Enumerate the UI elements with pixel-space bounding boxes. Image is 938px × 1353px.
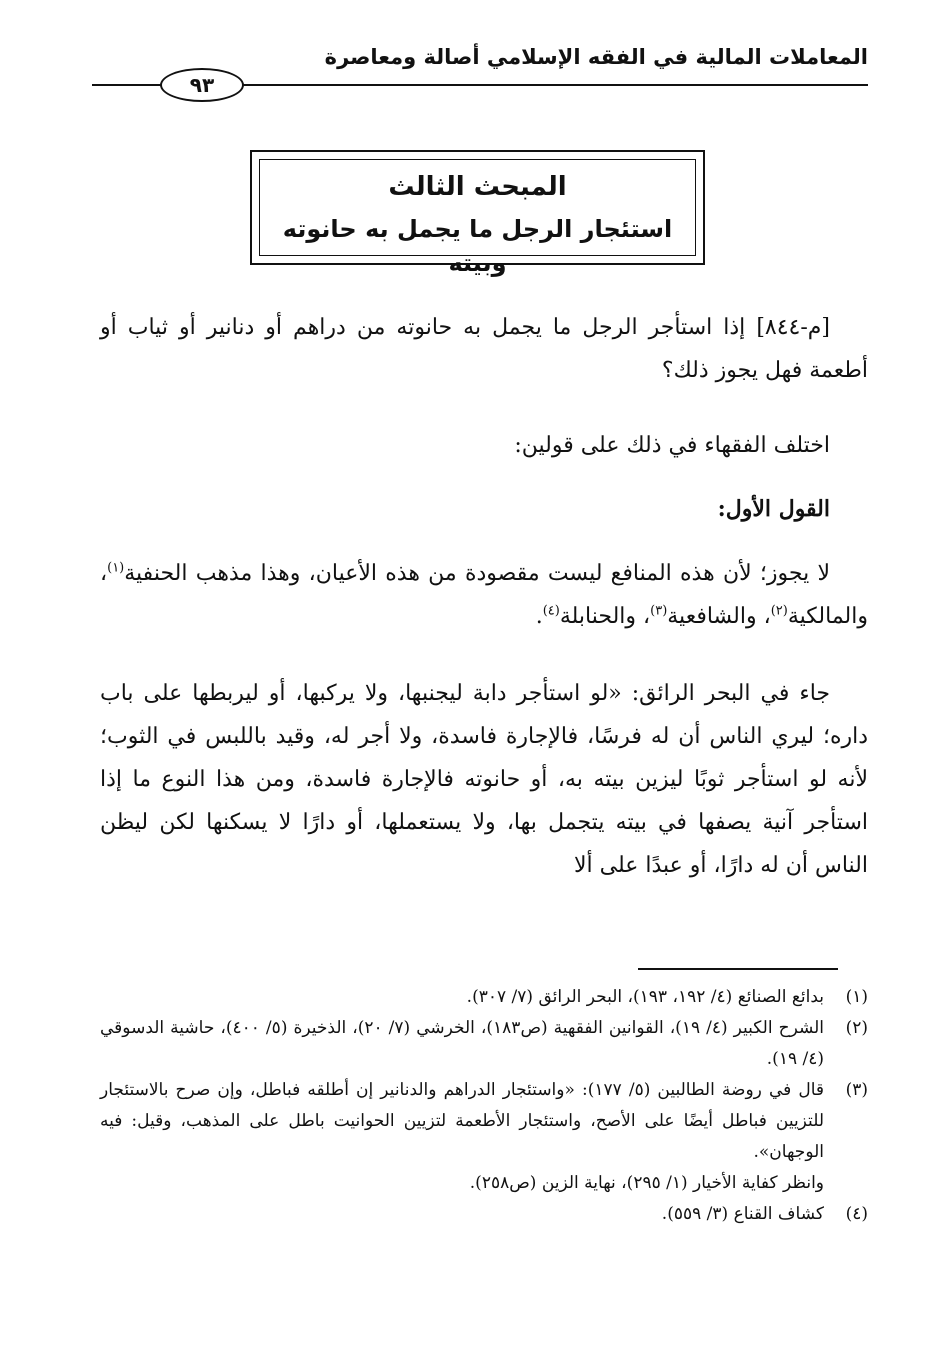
maliki-text: ، والمالكية: [100, 561, 868, 629]
section-label: المبحث الثالث: [388, 172, 567, 202]
footnote-3-continuation: وانظر كفاية الأخيار (١/ ٢٩٥)، نهاية الزين (ص٢٥٨).: [469, 1173, 824, 1193]
footnote-rule: [638, 968, 838, 970]
end-dot: .: [535, 604, 543, 629]
body-first-opinion-heading: [100, 488, 868, 531]
footnote-text: كشاف القناع (٣/ ٥٥٩).: [661, 1204, 824, 1224]
footnote-ref-1: (١): [107, 560, 125, 576]
footnote-number: (٤): [845, 1204, 868, 1224]
footnotes: [100, 982, 868, 1230]
section-heading-box: [250, 150, 705, 277]
opinion-text: لا يجوز؛ لأن هذه المنافع ليست مقصودة من هذه الأعيان، وهذا مذهب الحنفية: [124, 561, 830, 586]
quote-paragraph: جاء في البحر الرائق: «لو استأجر دابة ليجنبها، ولا يركبها، أو ليربطها على باب داره؛ ليري الناس أن له فرسًا، فالإجارة فاسدة، ولا أجر له، وقيد باللبس في الثوب؛ لأنه لو استأجر ثوبًا ليزين بيته به، أو حانوته فالإجارة فاسدة، ومن هذا النوع ما إذا استأجر آنية يصفها في بيته يتجمل بها، ولا يستعملها، أو دارًا لا يسكنها لكن ليظن الناس أن له دارًا، أو عبدًا على ألا: [100, 681, 868, 878]
footnote-ref-4: (٤): [542, 603, 560, 619]
footnote-2: [100, 1013, 868, 1075]
first-opinion-paragraph: [100, 552, 868, 638]
footnote-number: (٢): [845, 1018, 868, 1038]
body-first-opinion: [100, 552, 868, 638]
disagreement-paragraph: اختلف الفقهاء في ذلك على قولين:: [514, 433, 830, 458]
footnote-number: (٣): [845, 1080, 868, 1100]
body-quote: [100, 672, 868, 887]
page-number: ٩٣: [160, 68, 244, 102]
footnote-number: (١): [845, 987, 868, 1007]
footnote-1: [100, 982, 868, 1013]
running-head-title: المعاملات المالية في الفقه الإسلامي أصالة ومعاصرة: [324, 45, 868, 69]
footnote-4: [100, 1199, 868, 1230]
hanbali-text: ، والحنابلة: [559, 604, 651, 629]
question-paragraph: [م-٨٤٤] إذا استأجر الرجل ما يجمل به حانوته من دراهم أو دنانير أو ثياب أو أطعمة فهل يجوز ذلك؟: [100, 315, 868, 383]
footnote-text: الشرح الكبير (٤/ ١٩)، القوانين الفقهية (ص١٨٣)، الخرشي (٧/ ٢٠)، الذخيرة (٥/ ٤٠٠)، حاشية الدسوقي (٤/ ١٩).: [100, 1018, 825, 1069]
footnote-text: قال في روضة الطالبين (٥/ ١٧٧): «واستئجار الدراهم والدنانير إن أطلقه فباطل، وإن صرح بالاستئجار للتزيين فباطل أيضًا على الأصح، واستئجار الأطعمة لتزيين الحوانيت باطل على المذهب، وقيل: فيه الوجهان».: [100, 1080, 824, 1162]
section-title: استئجار الرجل ما يجمل به حانوته وبيته: [282, 215, 673, 277]
first-opinion-heading: القول الأول:: [717, 496, 830, 522]
footnote-3: [100, 1075, 868, 1168]
footnote-ref-2: (٢): [770, 603, 788, 619]
body-disagreement: [100, 424, 868, 467]
footnote-ref-3: (٣): [650, 603, 668, 619]
body-question: [100, 306, 868, 392]
shafii-text: ، والشافعية: [667, 604, 771, 629]
footnote-text: بدائع الصنائع (٤/ ١٩٢، ١٩٣)، البحر الرائق (٧/ ٣٠٧).: [466, 987, 824, 1007]
